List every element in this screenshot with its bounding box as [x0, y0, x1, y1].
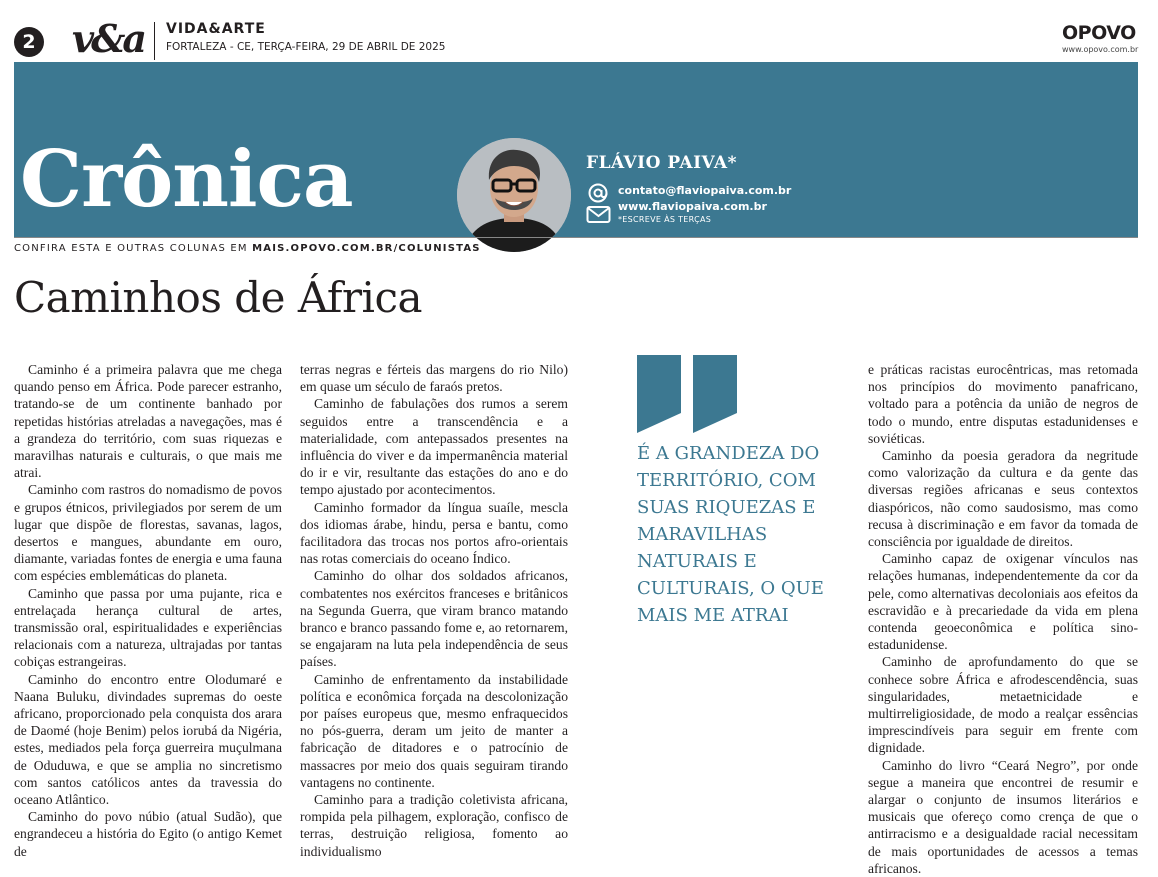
paragraph: Caminho de aprofundamento do que se conhece sobre África e afrodescendência, suas singularidades, metaetnicidade e multirreligiosidade, de modo a realçar essências imprescindíveis para seguir em frente com dignidade.	[868, 654, 1138, 756]
column-title: Crônica	[20, 134, 353, 225]
paragraph: Caminho que passa por uma pujante, rica e entrelaçada herança cultural de artes, transmissão oral, espiritualidades e experiências relacionais com a natureza, ultrajadas por tantas cobiças estrangeiras.	[14, 585, 282, 670]
mail-icon	[586, 205, 612, 225]
author-photo-icon	[457, 138, 571, 252]
promo-line	[14, 243, 481, 254]
paragraph: terras negras e férteis das margens do rio Nilo) em quase um século de faraós pretos.	[300, 362, 568, 395]
paragraph: Caminho do olhar dos soldados africanos, combatentes nos exércitos franceses e britânicos na Segunda Guerra, que viram branco matando branco e branco passando fome e, ao retornarem, se engajaram na luta pela independência de seus países.	[300, 568, 568, 670]
article-headline: Caminhos de África	[14, 273, 423, 322]
page-number: 2	[14, 27, 44, 57]
paragraph: Caminho do povo núbio (atual Sudão), que engrandeceu a história do Egito (o antigo Kemet de	[14, 809, 282, 859]
article-column-2	[300, 361, 568, 860]
article-column-4	[868, 361, 1138, 877]
paragraph: Caminho formador da língua suaíle, mescla dos idiomas árabe, hindu, persa e bantu, como facilitadora das trocas nos portos afro-orientais nas rotas comerciais do oceano Índico.	[300, 499, 568, 567]
author-email-link[interactable]: contato@flaviopaiva.com.br	[618, 184, 792, 197]
section-name: VIDA&ARTE	[166, 21, 266, 37]
quote-marks-icon	[637, 355, 743, 433]
section-logo: v&a	[72, 16, 145, 61]
paragraph: Caminho de fabulações dos rumos a serem seguidos entre a transcendência e a materialidade, com antepassados presentes na influência do viver e da impermanência material do ir e vir, resultante das estações do ano e do tempo ajustado por acontecimentos.	[300, 396, 568, 498]
author-website-link[interactable]: www.flaviopaiva.com.br	[618, 200, 767, 213]
brand-logo: OPOVO	[1062, 22, 1136, 44]
paragraph: Caminho capaz de oxigenar vínculos nas relações humanas, independentemente da cor da pele, como alternativas decoloniais aos efeitos da escravidão e à precariedade da vida em plena contenda geoeconômica e política sino-estadunidense.	[868, 551, 1138, 653]
paragraph: e práticas racistas eurocêntricas, mas retomada nos princípios do movimento panafricano, voltado para a potência da união de negros de todo o mundo, entre disputas estadunidenses e soviéticas.	[868, 362, 1138, 446]
banner-underline	[14, 237, 1138, 238]
header-divider	[154, 22, 155, 60]
paragraph: Caminho da poesia geradora da negritude como valorização da cultura e da gente das diversas regiões africanas e seus contextos diaspóricos, não como saudosismo, mas como recusa à discriminação e em favor da tomada de consciência por igualdade de direitos.	[868, 448, 1138, 550]
promo-link[interactable]: MAIS.OPOVO.COM.BR/COLUNISTAS	[252, 243, 481, 254]
pull-quote: É A GRANDEZA DO TERRITÓRIO, COM SUAS RIQUEZAS E MARAVILHAS NATURAIS E CULTURAIS, O QUE MAIS ME ATRAI	[637, 443, 824, 626]
promo-prefix: CONFIRA ESTA E OUTRAS COLUNAS EM	[14, 243, 253, 254]
author-avatar	[457, 138, 571, 252]
at-sign-icon	[586, 183, 612, 203]
article-column-1	[14, 361, 282, 860]
author-name: FLÁVIO PAIVA*	[586, 153, 737, 173]
paragraph: Caminho do livro “Ceará Negro”, por onde segue a maneira que encontrei de resumir e alargar o conjunto de insumos literários e musicais que ofereço como crença de que o antirracismo e a desigualdade racial necessitam de mais oportunidades de acessos a temas africanos.	[868, 757, 1138, 876]
paragraph: Caminho de enfrentamento da instabilidade política e econômica forçada na descolonização por países europeus que, mesmo enfraquecidos no pós-guerra, deram um jeito de manter a fabricação de ditadores e o patrocínio de massacres por meio dos quais seguiram tirando vantagens no continente.	[300, 671, 568, 790]
paragraph: Caminho do encontro entre Olodumaré e Naana Buluku, divindades supremas do oeste africano, proporcionado pela conquista dos arara de Daomé (hoje Benim) pelos iorubá da Nigéria, estes, mediados pela força guerreira muçulmana de Oduduwa, e que se amplia no sincretismo com santos católicos antes da travessia do oceano Atlântico.	[14, 671, 282, 808]
paragraph: Caminho para a tradição coletivista africana, rompida pela pilhagem, exploração, confisco de terras, destruição religiosa, fomento ao individualismo	[300, 792, 568, 859]
brand-url[interactable]: www.opovo.com.br	[1062, 45, 1139, 54]
author-schedule-note: *ESCREVE ÀS TERÇAS	[618, 215, 712, 224]
paragraph: Caminho com rastros do nomadismo de povos e grupos étnicos, privilegiados por serem de um lugar que dispõe de florestas, savanas, lagos, desertos e mangues, abundante em ouro, diamante, variadas fontes de energia e uma fauna com espécies emblemáticas do planeta.	[14, 482, 282, 584]
paragraph: Caminho é a primeira palavra que me chega quando penso em África. Pode parecer estranho, tratando-se de um continente banhado por repetidas histórias atreladas a navegações, mas é a grandeza do território, com suas riquezas e maravilhas naturais e culturais, o que mais me atrai.	[14, 362, 282, 481]
dateline: FORTALEZA - CE, TERÇA-FEIRA, 29 DE ABRIL DE 2025	[166, 41, 446, 53]
